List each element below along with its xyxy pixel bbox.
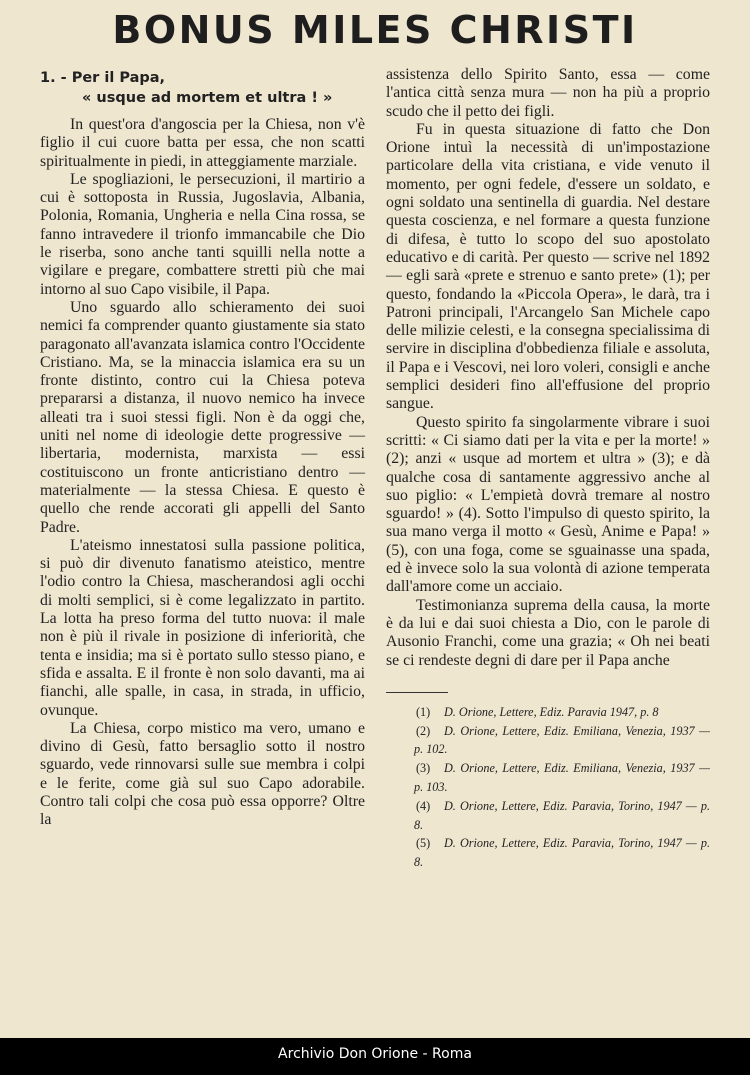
paragraph: In quest'ora d'angoscia per la Chiesa, non v'è figlio il cui cuore batta per essa, che non scatti spiritualmente in piedi, in atteggiamente marziale.	[40, 116, 365, 170]
footnote-text: D. Orione, Lettere, Ediz. Paravia, Torino, 1947 — p. 8.	[414, 836, 710, 870]
footnote-text: D. Orione, Lettere, Ediz. Paravia, Torino, 1947 — p. 8.	[414, 798, 710, 832]
footnote-number: (4)	[416, 798, 431, 813]
paragraph-continuation: assistenza dello Spirito Santo, essa — come l'antica città senza mura — non ha più a proprio scudo che il petto dei figli.	[386, 66, 710, 120]
footnote-number: (3)	[416, 761, 431, 776]
paragraph: Testimonianza suprema della causa, la morte è da lui e dai suoi chiesta a Dio, con le parole di Ausonio Franchi, come una grazia; « Oh nei beati se ci rendeste degni di dare per il Papa anche	[386, 596, 710, 669]
footnote	[386, 722, 710, 760]
footnote	[386, 759, 710, 797]
section-heading-line1: 1. - Per il Papa,	[40, 70, 166, 86]
footnote-text: D. Orione, Lettere, Ediz. Paravia 1947, p. 8	[444, 704, 659, 719]
paragraph: L'ateismo innestatosi sulla passione politica, si può dir divenuto fanatismo ateistico, mentre l'odio contro la Chiesa, mascherandosi agli occhi di molti semplici, si è come legalizzato in partito. La lotta ha preso forma del tutto nuova: il male non è più il rivale in posizione di inferiorità, che tenta e insidia; ma si è portato sullo stesso piano, e sfida e assalta. E il fronte è non solo davanti, ma ai fianchi, alle spalle, in casa, in strada, in ufficio, ovunque.	[40, 536, 365, 719]
footnote-text: D. Orione, Lettere, Ediz. Emiliana, Venezia, 1937 — p. 102.	[414, 723, 710, 757]
section-heading-line2: « usque ad mortem et ultra ! »	[82, 90, 333, 106]
footnote-number: (2)	[416, 723, 431, 738]
section-heading	[40, 68, 365, 108]
paragraph: Le spogliazioni, le persecuzioni, il martirio a cui è sottoposta in Russia, Jugoslavia, Albania, Polonia, Romania, Ungheria e nella Cina rossa, se fanno intravedere il trionfo immancabile che Dio le riserba, sono anche tanti squilli nella notte a vigilare e pregare, combattere stretti più che mai intorno al suo Capo visibile, il Papa.	[40, 170, 365, 298]
footnote-number: (5)	[416, 836, 431, 851]
footnote-divider	[386, 692, 448, 693]
paragraph: Uno sguardo allo schieramento dei suoi nemici fa comprender quanto giustamente sia stato paragonato all'avanzata islamica contro l'Occidente Cristiano. Ma, se la minaccia islamica era su un fronte distinto, contro cui la Chiesa poteva prepararsi a distanza, il nuovo nemico ha invece alleati tra i suoi stessi figli. Non è da oggi che, uniti nel nome di ideologie dette progressive — libertaria, modernista, marxista — essi costituiscono un fronte anticristiano dentro — materialmente — la stessa Chiesa. E questo è quello che rende accorati gli appelli del Santo Padre.	[40, 298, 365, 536]
footnotes	[386, 703, 710, 872]
footnote-text: D. Orione, Lettere, Ediz. Emiliana, Venezia, 1937 — p. 103.	[414, 761, 710, 794]
paragraph: Questo spirito fa singolarmente vibrare i suoi scritti: « Ci siamo dati per la vita e per la morte! » (2); anzi « usque ad mortem et ultra » (3); e dà qualche cosa di santamente aggressivo anche al suo piglio: « L'empietà dovrà tremare al nostro sguardo! » (4). Sotto l'impulso di questo spirito, la sua mano verga il motto « Gesù, Anime e Papa! » (5), con una foga, come se sguainasse una spada, ed è invece solo la sua volontà di azione temperata dall'amore come un acciaio.	[386, 413, 710, 596]
footnote	[386, 834, 710, 872]
footnote	[386, 703, 710, 722]
paragraph: La Chiesa, corpo mistico ma vero, umano e divino di Gesù, fatto bersaglio sotto il nostro sguardo, vede rinnovarsi sulle sue membra i colpi e le ferite, come già sul suo Capo adorabile. Contro tali colpi che cosa può essa opporre? Oltre la	[40, 719, 365, 829]
right-column	[386, 66, 710, 872]
left-column	[40, 68, 365, 830]
footnote	[386, 797, 710, 835]
paragraph: Fu in questa situazione di fatto che Don Orione intuì la necessità di un'impostazione particolare della vita cristiana, e vide venuto il momento, per ogni fedele, d'essere un soldato, e ogni soldato una sentinella di guardia. Nel destare questa coscienza, e nel formare a questa funzione di difesa, è tutto lo scopo del suo apostolato educativo e di carità. Per questo — scrive nel 1892 — egli sarà «prete e strenuo e santo prete» (1); per questo, fondando la «Piccola Opera», le darà, tra i Patroni principali, l'Arcangelo San Michele capo delle milizie celesti, e la consegna specialissima di servire in disciplina d'obbedienza filiale e assoluta, il Papa e i Vescovi, nei loro voleri, consigli e anche semplici desideri fino all'effusione del proprio sangue.	[386, 120, 710, 413]
page-title: BONUS MILES CHRISTI	[112, 8, 638, 52]
footnote-number: (1)	[416, 704, 431, 719]
archive-footer: Archivio Don Orione - Roma	[278, 1046, 472, 1062]
